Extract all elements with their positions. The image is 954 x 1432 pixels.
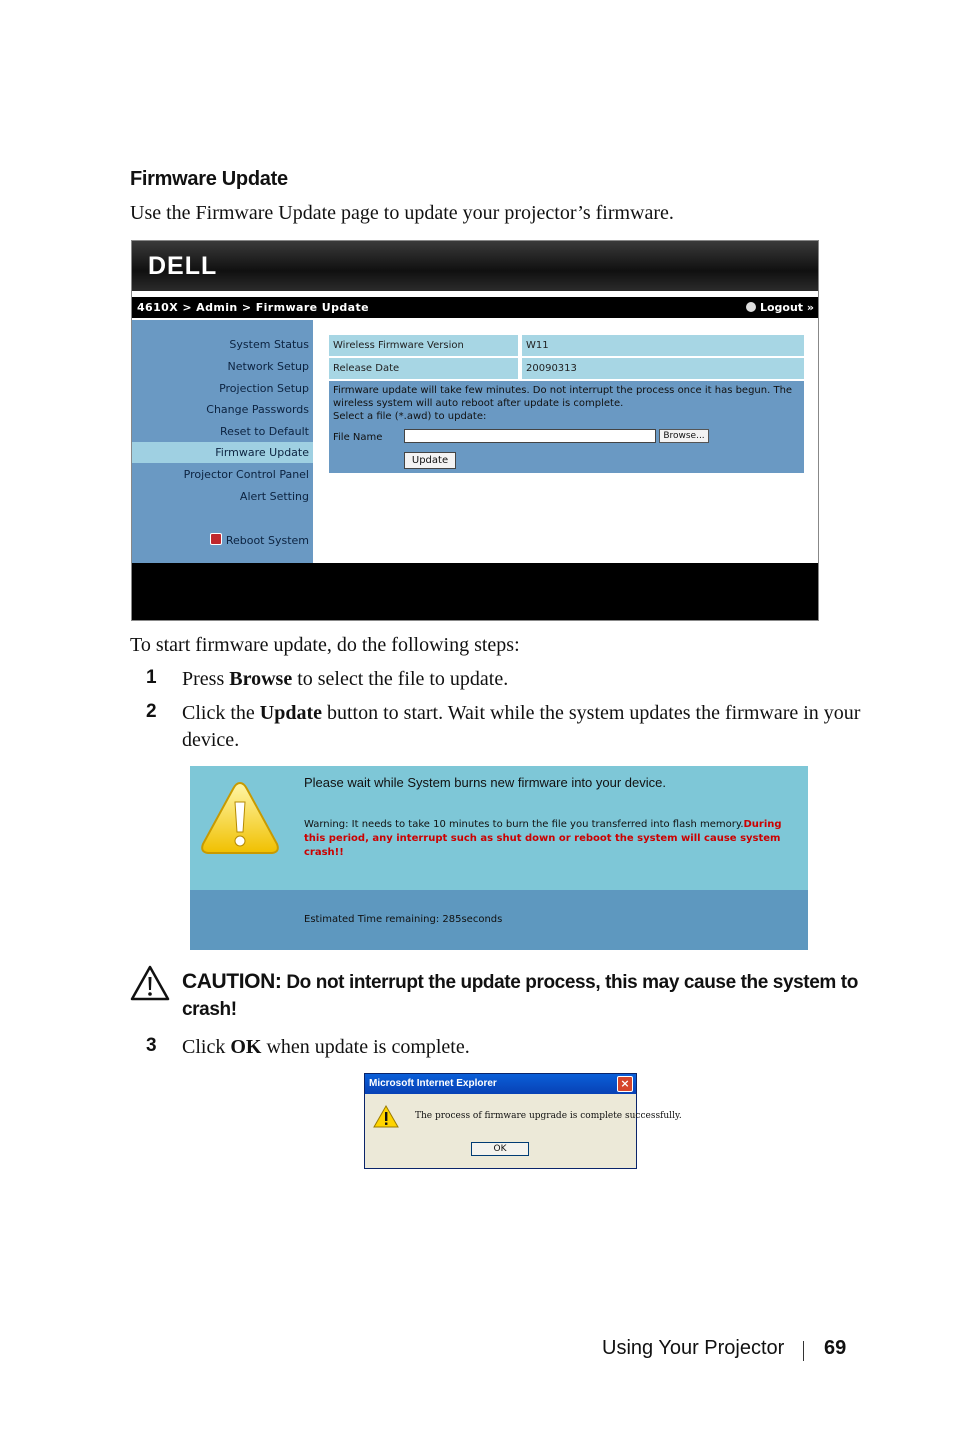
footer-section-title: Using Your Projector xyxy=(602,1337,785,1359)
update-button[interactable]: Update xyxy=(404,452,456,469)
sidebar-item-projector-control-panel[interactable]: Projector Control Panel xyxy=(183,468,309,481)
sidebar-item-system-status[interactable]: System Status xyxy=(229,338,309,351)
ok-button[interactable]: OK xyxy=(471,1142,529,1156)
row-label: Wireless Firmware Version xyxy=(329,335,518,356)
dialog-title: Microsoft Internet Explorer xyxy=(369,1078,497,1089)
burning-warning: Warning: It needs to take 10 minutes to burn the file you transferred into flash memory.During this period, any interrupt such as shut down or reboot the system will cause system crash!! xyxy=(304,819,782,858)
web-footer xyxy=(132,563,818,620)
caution-icon xyxy=(130,965,170,1001)
footer-divider xyxy=(803,1341,804,1361)
page-number: 69 xyxy=(824,1337,847,1359)
steps-intro: To start firmware update, do the following steps: xyxy=(130,634,520,656)
step-number: 1 xyxy=(146,667,157,688)
section-intro: Use the Firmware Update page to update your projector’s firmware. xyxy=(130,202,674,224)
dialog-titlebar xyxy=(365,1074,636,1094)
breadcrumb-bar xyxy=(132,297,818,318)
warning-icon xyxy=(200,780,280,856)
file-name-input[interactable] xyxy=(404,429,656,443)
row-value: W11 xyxy=(522,335,804,356)
sidebar-item-network-setup[interactable]: Network Setup xyxy=(227,360,309,373)
reboot-label: Reboot System xyxy=(225,534,309,547)
burning-title: Please wait while System burns new firmware into your device. xyxy=(304,775,666,790)
table-row xyxy=(329,358,804,379)
sidebar-item-reboot-system[interactable] xyxy=(210,533,309,547)
breadcrumb: 4610X > Admin > Firmware Update xyxy=(137,301,369,314)
firmware-update-screenshot xyxy=(131,240,819,621)
browse-button[interactable]: Browse... xyxy=(659,429,709,443)
web-header xyxy=(132,241,818,291)
sidebar-item-reset-to-default[interactable]: Reset to Default xyxy=(220,425,309,438)
instruction-line: wireless system will auto reboot after update is complete. xyxy=(333,398,624,409)
logout-label: Logout » xyxy=(759,301,814,314)
section-title: Firmware Update xyxy=(130,168,288,190)
step-text: Click the Update button to start. Wait while the system updates the firmware in your device. xyxy=(182,702,861,751)
instruction-line: Select a file (*.awd) to update: xyxy=(333,411,487,422)
sidebar-item-alert-setting[interactable]: Alert Setting xyxy=(239,490,309,503)
dell-logo: DELL xyxy=(148,252,218,280)
step-text: Click OK when update is complete. xyxy=(182,1036,470,1058)
table-row xyxy=(329,335,804,356)
row-label: Release Date xyxy=(329,358,518,379)
file-name-label: File Name xyxy=(333,432,383,443)
caution-note: CAUTION: Do not interrupt the update process, this may cause the system to crash! xyxy=(182,970,858,1020)
complete-dialog xyxy=(364,1073,682,1169)
logout-icon xyxy=(746,302,756,312)
instruction-line: Firmware update will take few minutes. Do not interrupt the process once it has begun. The xyxy=(333,385,793,396)
row-value: 20090313 xyxy=(522,358,804,379)
step-text: Press Browse to select the file to update. xyxy=(182,668,509,690)
sidebar-item-projection-setup[interactable]: Projection Setup xyxy=(219,382,309,395)
update-instructions xyxy=(333,384,798,423)
burning-firmware-screenshot xyxy=(190,766,808,950)
step-number: 2 xyxy=(146,701,157,722)
step-number: 3 xyxy=(146,1035,157,1056)
logout-link[interactable] xyxy=(746,301,814,314)
power-icon xyxy=(210,533,222,545)
time-remaining: Estimated Time remaining: 285seconds xyxy=(304,914,503,925)
dialog-message: The process of firmware upgrade is complete successfully. xyxy=(415,1111,682,1121)
warning-icon xyxy=(373,1105,399,1129)
sidebar-item-change-passwords[interactable]: Change Passwords xyxy=(206,403,309,416)
close-icon[interactable]: × xyxy=(617,1076,633,1092)
admin-sidebar xyxy=(132,320,313,563)
sidebar-item-firmware-update[interactable]: Firmware Update xyxy=(132,442,313,463)
update-form xyxy=(329,381,804,473)
